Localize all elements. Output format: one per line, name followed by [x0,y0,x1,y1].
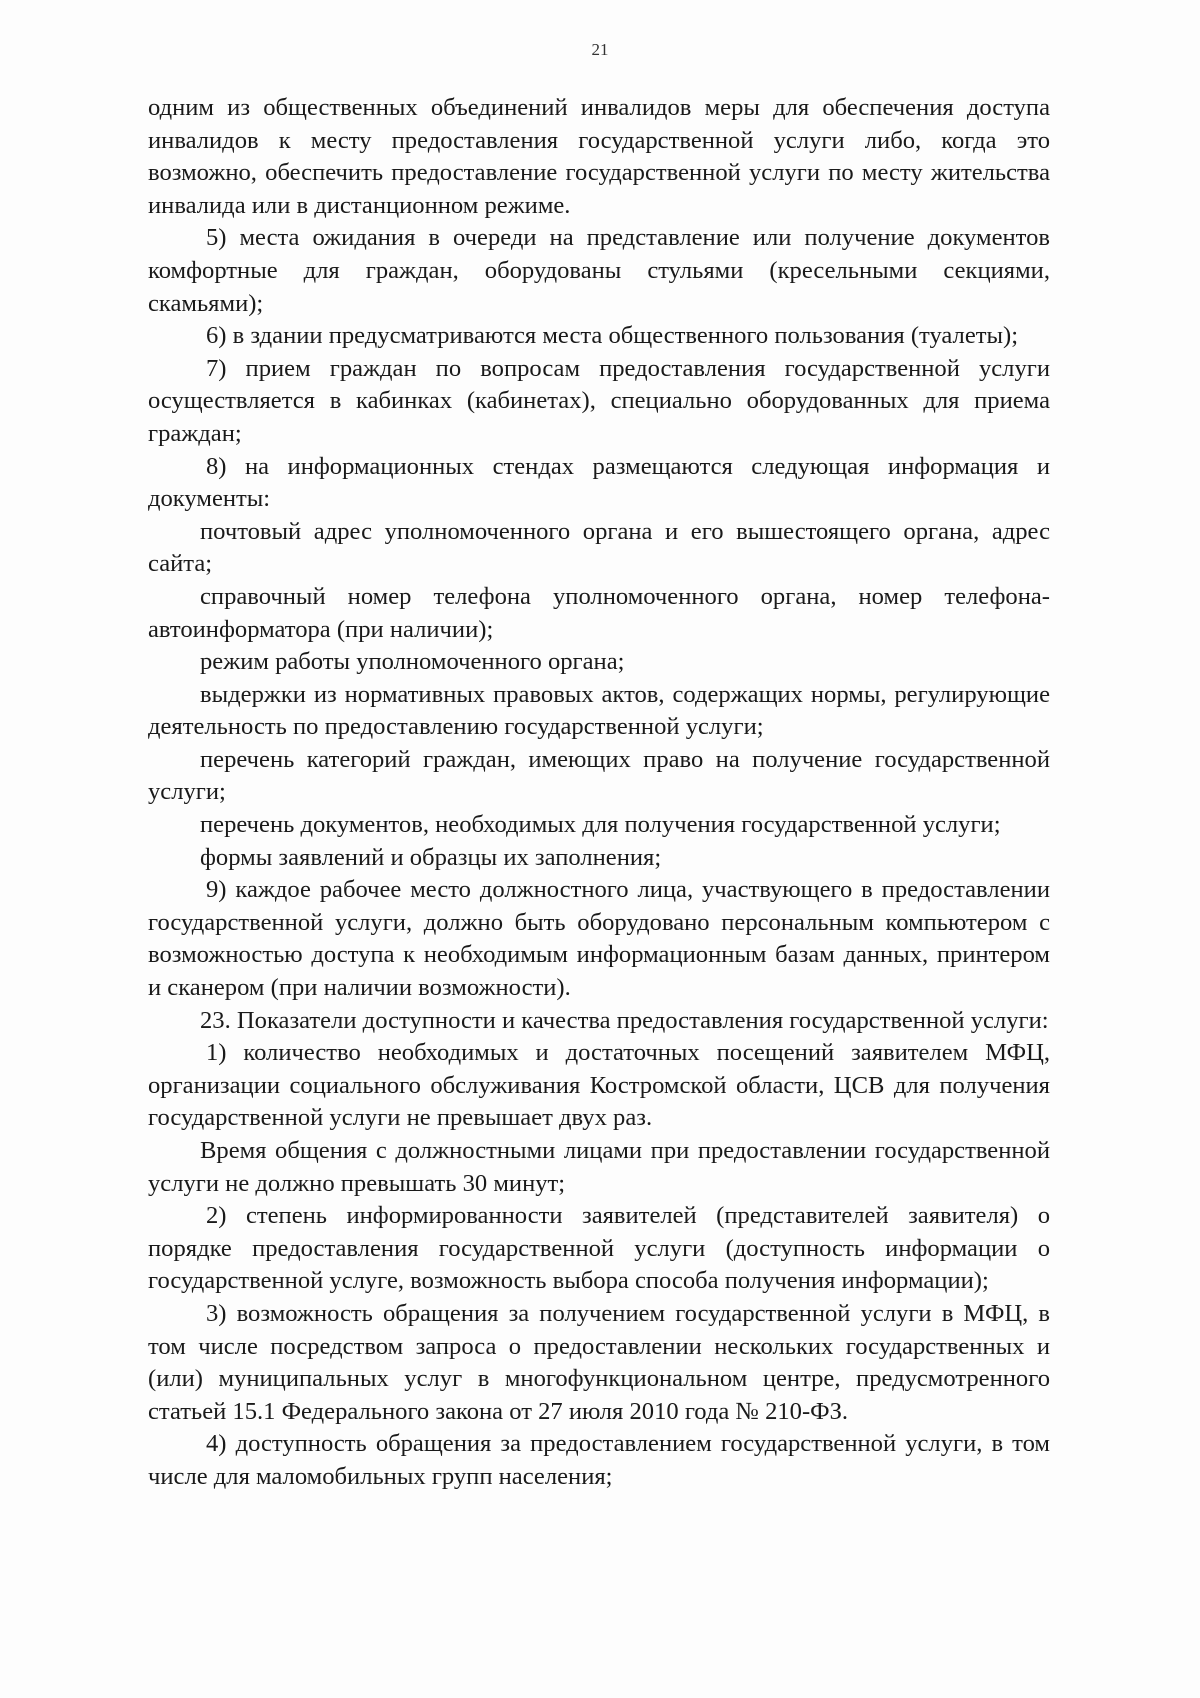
paragraph: справочный номер телефона уполномоченного органа, номер телефона-автоинформатора (при наличии); [148,582,1050,643]
paragraph: 7) прием граждан по вопросам предоставления государственной услуги осуществляется в кабинках (кабинетах), специально оборудованных для приема граждан; [148,354,1050,447]
paragraph: выдержки из нормативных правовых актов, содержащих нормы, регулирующие деятельность по предоставлению государственной услуги; [148,680,1050,741]
paragraph: 8) на информационных стендах размещаются следующая информация и документы: [148,452,1050,513]
paragraph: 1) количество необходимых и достаточных посещений заявителем МФЦ, организации социального обслуживания Костромской области, ЦСВ для получения государственной услуги не превышает двух раз. [148,1039,1050,1132]
paragraph: формы заявлений и образцы их заполнения; [200,843,662,871]
paragraph: 3) возможность обращения за получением государственной услуги в МФЦ, в том числе посредством запроса о предоставлении нескольких государственных и (или) муниципальных услуг в многофункциональном центре, предусмотренного статьей 15.1 Федерального закона от 27 июля 2010 года № 210-ФЗ. [148,1299,1050,1425]
paragraph: перечень документов, необходимых для получения государственной услуги; [200,811,1001,839]
paragraph: 9) каждое рабочее место должностного лица, участвующего в предоставлении государственной услуги, должно быть оборудовано персональным компьютером с возможностью доступа к необходимым информационным базам данных, принтером и сканером (при наличии возможности). [148,876,1050,1002]
paragraph: перечень категорий граждан, имеющих право на получение государственной услуги; [148,745,1050,806]
page-number: 21 [591,40,609,59]
paragraph: Время общения с должностными лицами при предоставлении государственной услуги не должно превышать 30 минут; [148,1137,1050,1197]
paragraph: режим работы уполномоченного органа; [200,648,625,676]
paragraph: 2) степень информированности заявителей (представителей заявителя) о порядке предоставления государственной услуги (доступность информации о государственной услуге, возможность выбора способа получения информации); [148,1202,1050,1295]
paragraph: 5) места ожидания в очереди на представление или получение документов комфортные для граждан, оборудованы стульями (кресельными секциями, скамьями); [148,224,1050,317]
section-heading-paragraph: 23. Показатели доступности и качества предоставления государственной услуги: [200,1006,1049,1034]
paragraph: 4) доступность обращения за предоставлением государственной услуги, в том числе для маломобильных групп населения; [148,1430,1050,1490]
paragraph: одним из общественных объединений инвалидов меры для обеспечения доступа инвалидов к месту предоставления государственной услуги либо, когда это возможно, обеспечить предоставление государственной услуги по месту жительства инвалида или в дистанционном режиме. [148,94,1050,219]
paragraph: почтовый адрес уполномоченного органа и его вышестоящего органа, адрес сайта; [148,517,1050,578]
document-body [148,92,1050,1494]
paragraph: 6) в здании предусматриваются места общественного пользования (туалеты); [206,322,1019,350]
